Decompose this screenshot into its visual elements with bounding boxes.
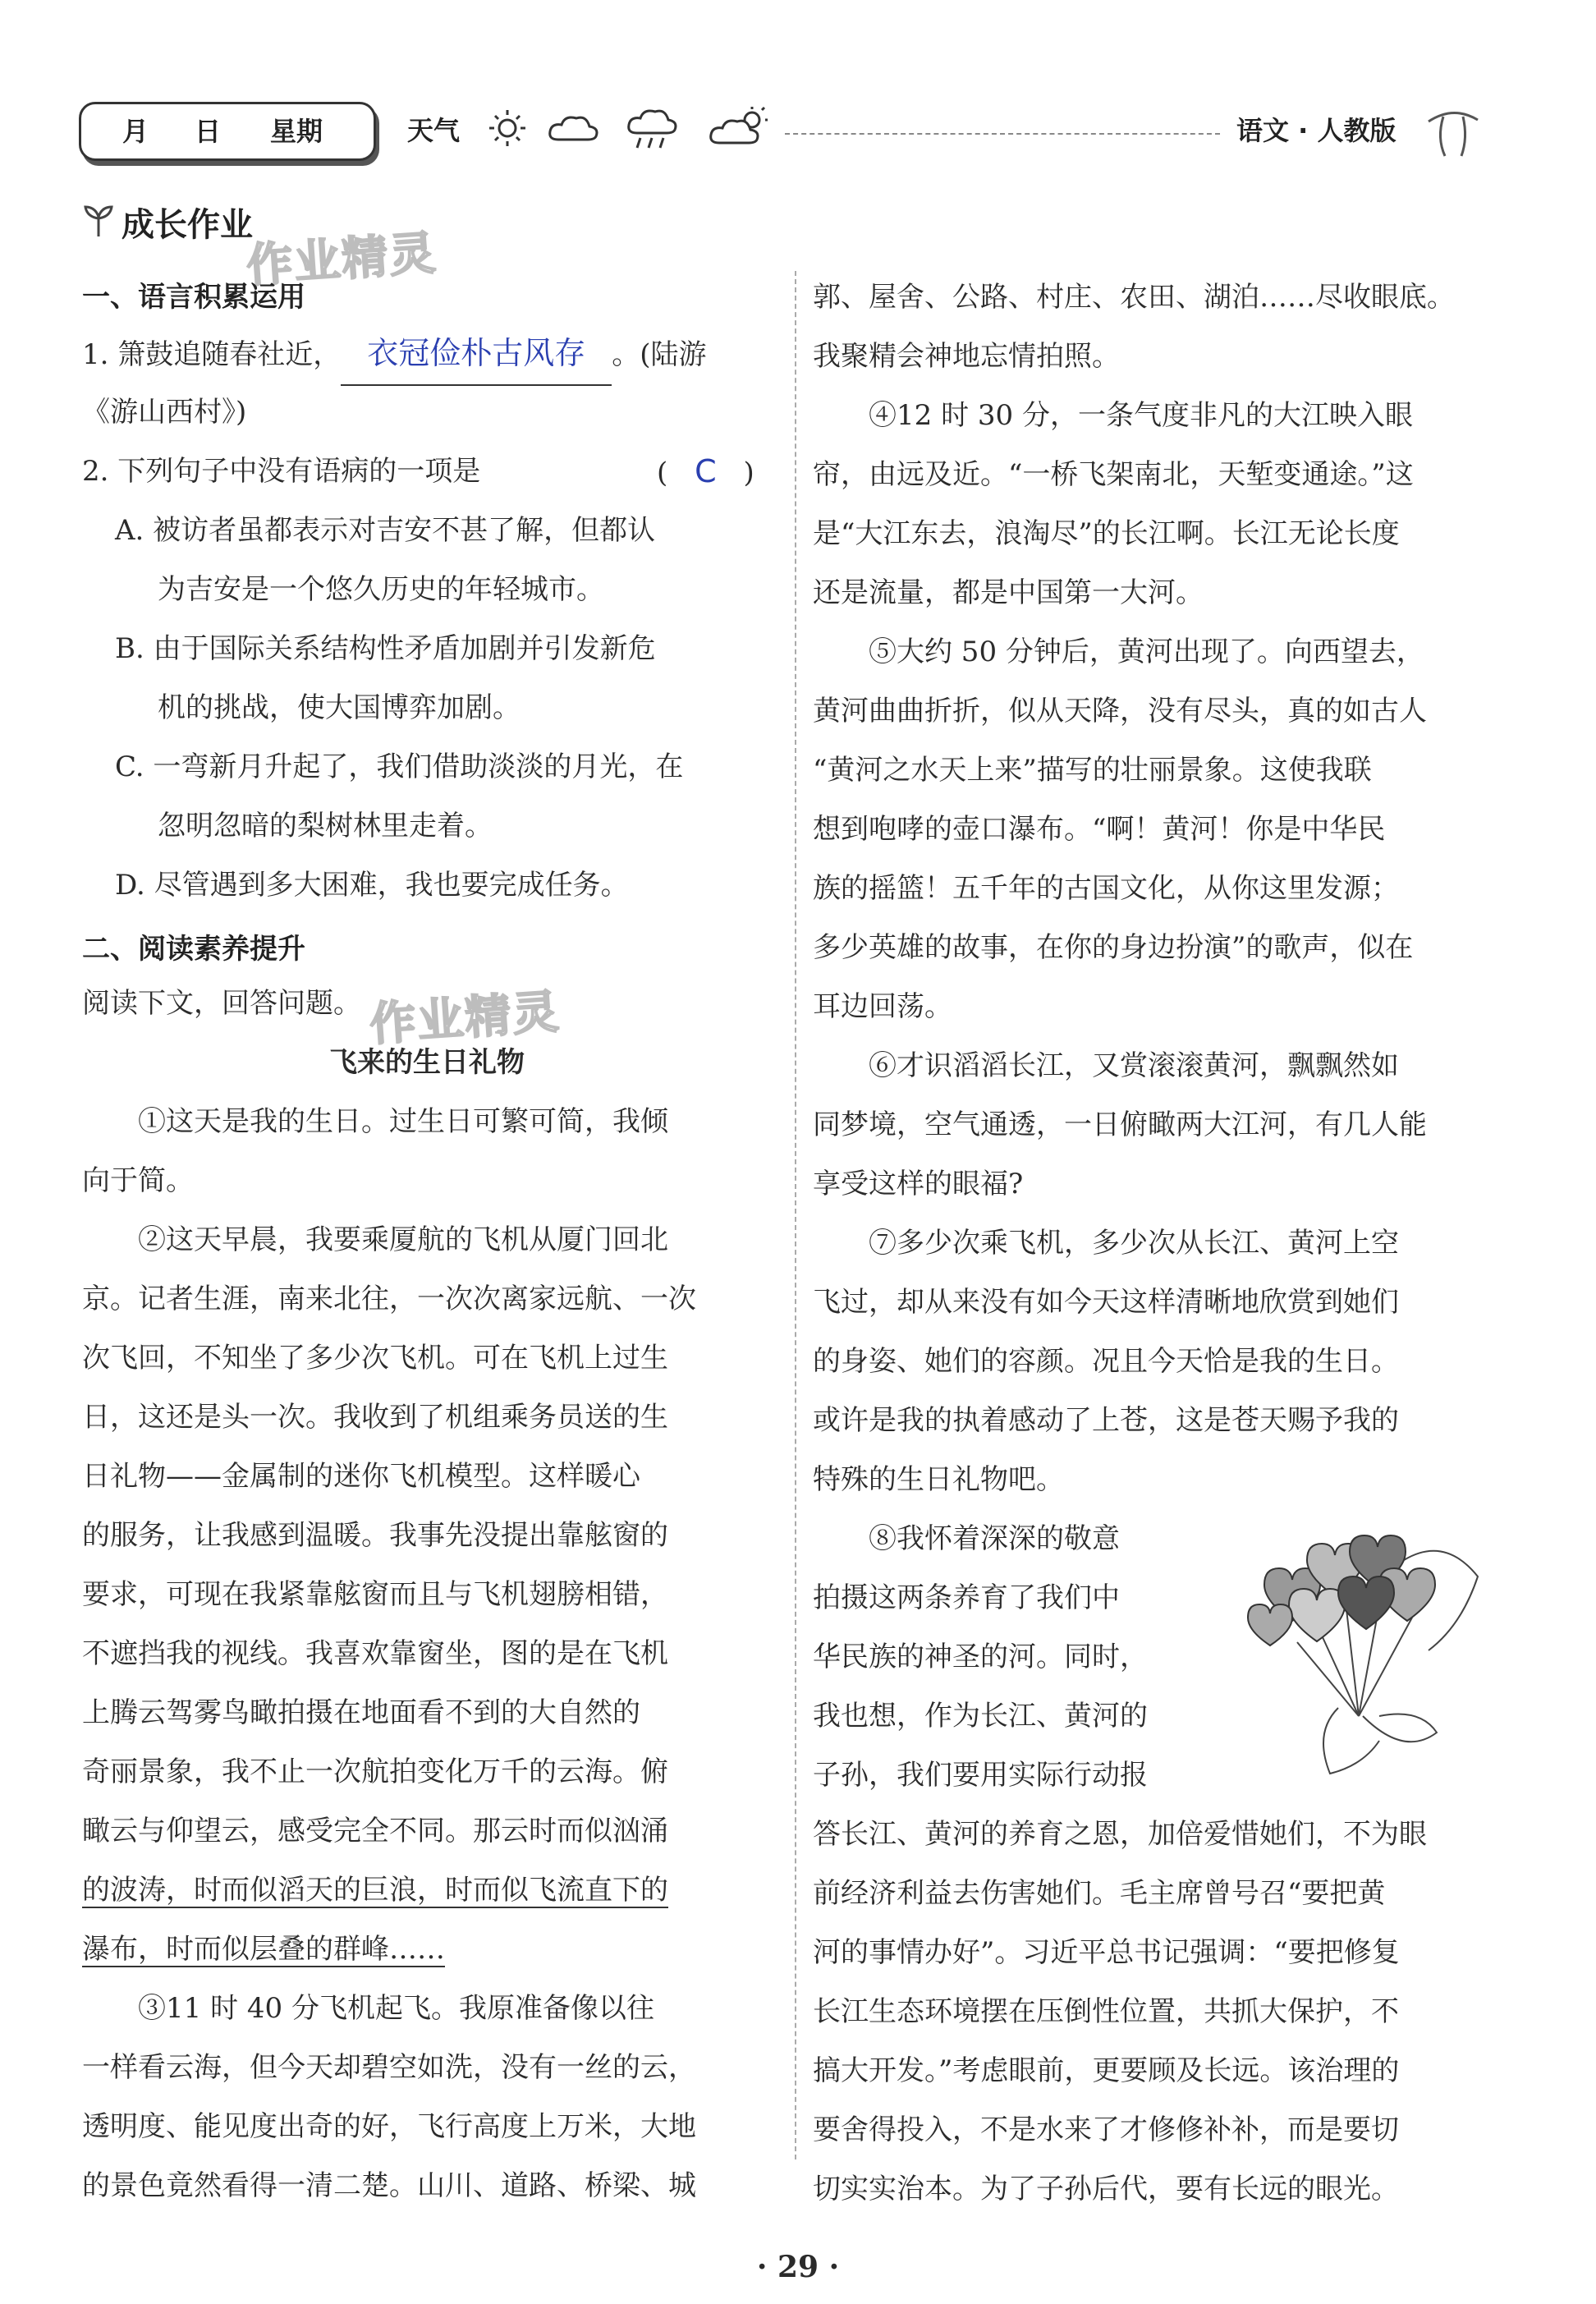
- passage-line: 透明度、能见度出奇的好，飞行高度上万米，大地: [82, 2110, 696, 2143]
- partly-cloudy-icon: [711, 107, 768, 143]
- weather-label: 天气: [407, 115, 461, 146]
- q1-source: 《游山西村》): [82, 396, 247, 429]
- column-divider: [795, 271, 796, 2159]
- passage-line: 拍摄这两条养育了我们中: [813, 1581, 1120, 1614]
- part2-heading: 二、阅读素养提升: [82, 933, 305, 966]
- passage-line: 是“大江东去，浪淘尽”的长江啊。长江无论长度: [813, 517, 1400, 550]
- passage-line: ④12 时 30 分，一条气度非凡的大江映入眼: [869, 399, 1413, 432]
- option-a-line1: A. 被访者虽都表示对吉安不甚了解，但都认: [115, 514, 656, 547]
- sun-icon: [489, 110, 525, 146]
- q2-close: ): [743, 457, 754, 489]
- passage-line: 河的事情办好”。习近平总书记强调：“要把修复: [813, 1936, 1400, 1969]
- passage-line: 的景色竟然看得一清二楚。山川、道路、桥梁、城: [82, 2169, 696, 2202]
- q1-prefix: 1. 箫鼓追随春社近，: [82, 338, 342, 371]
- passage-title: 飞来的生日礼物: [329, 1046, 525, 1079]
- passage-line: 要求，可现在我紧靠舷窗而且与飞机翅膀相错，: [82, 1578, 668, 1611]
- passage-line: 长江生态环境摆在压倒性位置，共抓大保护，不: [813, 1995, 1399, 2028]
- passage-line: 族的摇篮！五千年的古国文化，从你这里发源；: [813, 872, 1399, 905]
- reading-instruction: 阅读下文，回答问题。: [82, 987, 361, 1020]
- passage-line: 次飞回，不知坐了多少次飞机。可在飞机上过生: [82, 1342, 668, 1375]
- passage-line: ⑦多少次乘飞机，多少次从长江、黄河上空: [869, 1227, 1399, 1260]
- passage-line: 的身姿、她们的容颜。况且今天恰是我的生日。: [813, 1345, 1399, 1378]
- passage-line: 耳边回荡。: [813, 990, 952, 1023]
- q1-answer-blank[interactable]: [341, 324, 612, 386]
- passage-line: 切实实治本。为了子孙后代，要有长远的眼光。: [813, 2173, 1399, 2205]
- q2-open: (: [657, 457, 668, 489]
- passage-line: 我也想，作为长江、黄河的: [813, 1700, 1148, 1733]
- passage-line: ⑤大约 50 分钟后，黄河出现了。向西望去，: [869, 636, 1424, 668]
- option-c-line2: 忽明忽暗的梨树林里走着。: [158, 810, 493, 842]
- option-d-line1: D. 尽管遇到多大困难，我也要完成任务。: [115, 869, 629, 902]
- watermark: 作业精灵: [245, 226, 439, 294]
- passage-line: 奇丽景象，我不止一次航拍变化万千的云海。俯: [82, 1756, 668, 1788]
- passage-line: 京。记者生涯，南来北往，一次次离家远航、一次: [82, 1283, 696, 1315]
- q2-answer-bracket[interactable]: [657, 442, 754, 503]
- rain-icon: [629, 111, 676, 148]
- passage-line: 搞大开发。”考虑眼前，更要顾及长远。该治理的: [813, 2054, 1400, 2087]
- left-passage: [82, 1092, 772, 2215]
- q1-suffix: 。(陆游: [612, 338, 707, 371]
- heart-balloons-illustration: [1215, 1527, 1494, 1790]
- option-c-line1: C. 一弯新月升起了，我们借助淡淡的月光，在: [115, 750, 684, 783]
- option-b-line1: B. 由于国际关系结构性矛盾加剧并引发新危: [115, 632, 656, 665]
- passage-line: 答长江、黄河的养育之恩，加倍爱惜她们，不为眼: [813, 1818, 1427, 1851]
- weather-icons: [484, 103, 780, 153]
- passage-line: 不遮挡我的视线。我喜欢靠窗坐，图的是在飞机: [82, 1637, 668, 1670]
- cloud-icon: [550, 117, 597, 140]
- passage-line: 子孙，我们要用实际行动报: [813, 1759, 1148, 1792]
- passage-line: 的服务，让我感到温暖。我事先没提出靠舷窗的: [82, 1519, 668, 1552]
- passage-line: 享受这样的眼福?: [813, 1168, 1024, 1200]
- sprout-icon: [82, 202, 115, 238]
- watermark-2: 作业精灵: [368, 984, 562, 1053]
- passage-line: 前经济利益去伤害她们。毛主席曾号召“要把黄: [813, 1877, 1386, 1910]
- passage-line: 日礼物——金属制的迷你飞机模型。这样暖心: [82, 1460, 640, 1493]
- passage-line: ②这天早晨，我要乘厦航的飞机从厦门回北: [138, 1223, 668, 1256]
- passage-line: 郭、屋舍、公路、村庄、农田、湖泊……尽收眼底。: [813, 281, 1455, 314]
- passage-line: ⑥才识滔滔长江，又赏滚滚黄河，飘飘然如: [869, 1049, 1399, 1082]
- subject-label: 语文 · 人教版: [1236, 115, 1396, 146]
- weekday-label: 星期: [270, 116, 323, 147]
- passage-line: 上腾云驾雾鸟瞰拍摄在地面看不到的大自然的: [82, 1696, 640, 1729]
- passage-line: 特殊的生日礼物吧。: [813, 1463, 1064, 1496]
- passage-line: 一样看云海，但今天却碧空如洗，没有一丝的云，: [82, 2051, 696, 2084]
- q2-question: 2. 下列句子中没有语病的一项是: [82, 455, 481, 488]
- header-divider: [785, 133, 1220, 135]
- passage-line: ⑧我怀着深深的敬意: [869, 1522, 1120, 1555]
- passage-line: ①这天是我的生日。过生日可繁可简，我倾: [138, 1105, 668, 1138]
- option-a-line2: 为吉安是一个悠久历史的年轻城市。: [158, 573, 604, 606]
- passage-line: “黄河之水天上来”描写的壮丽景象。这使我联: [813, 754, 1372, 787]
- passage-line: 想到咆哮的壶口瀑布。“啊！黄河！你是中华民: [813, 813, 1386, 846]
- passage-line: 瞰云与仰望云，感受完全不同。那云时而似汹涌: [82, 1815, 668, 1847]
- passage-line: 日，这还是头一次。我收到了机组乘务员送的生: [82, 1401, 668, 1434]
- underlined-line: 瀑布，时而似层叠的群峰……: [82, 1933, 445, 1966]
- passage-line: 我聚精会神地忘情拍照。: [813, 340, 1120, 373]
- passage-line: 飞过，却从来没有如今天这样清晰地欣赏到她们: [813, 1286, 1399, 1319]
- passage-line: 或许是我的执着感动了上苍，这是苍天赐予我的: [813, 1404, 1399, 1437]
- right-passage: [813, 268, 1502, 2219]
- mascot-logo-icon: [1420, 97, 1486, 163]
- q1-line: [82, 324, 707, 386]
- month-label: 月: [122, 116, 149, 147]
- day-label: 日: [195, 116, 222, 147]
- q2-answer: C: [695, 453, 717, 489]
- page-number: · 29 ·: [756, 2250, 840, 2284]
- part1-heading: 一、语言积累运用: [82, 281, 305, 314]
- date-box: [79, 102, 376, 161]
- passage-line: 帘，由远及近。“一桥飞架南北，天堑变通途。”这: [813, 458, 1414, 491]
- section-title: 成长作业: [122, 206, 253, 244]
- passage-line: 向于简。: [82, 1164, 194, 1197]
- passage-line: 黄河曲曲折折，似从天降，没有尽头，真的如古人: [813, 695, 1427, 727]
- option-b-line2: 机的挑战，使大国博弈加剧。: [158, 691, 521, 724]
- passage-line: 多少英雄的故事，在你的身边扮演”的歌声，似在: [813, 931, 1414, 964]
- passage-line: ③11 时 40 分飞机起飞。我原准备像以往: [138, 1992, 654, 2025]
- passage-line: 还是流量，都是中国第一大河。: [813, 576, 1204, 609]
- underlined-line: 的波涛，时而似滔天的巨浪，时而似飞流直下的: [82, 1874, 668, 1907]
- passage-line: 同梦境，空气通透，一日俯瞰两大江河，有几人能: [813, 1108, 1427, 1141]
- passage-line: 要舍得投入，不是水来了才修修补补，而是要切: [813, 2114, 1399, 2146]
- passage-line: 华民族的神圣的河。同时，: [813, 1641, 1148, 1673]
- q1-answer: 衣冠俭朴古风存: [367, 335, 586, 371]
